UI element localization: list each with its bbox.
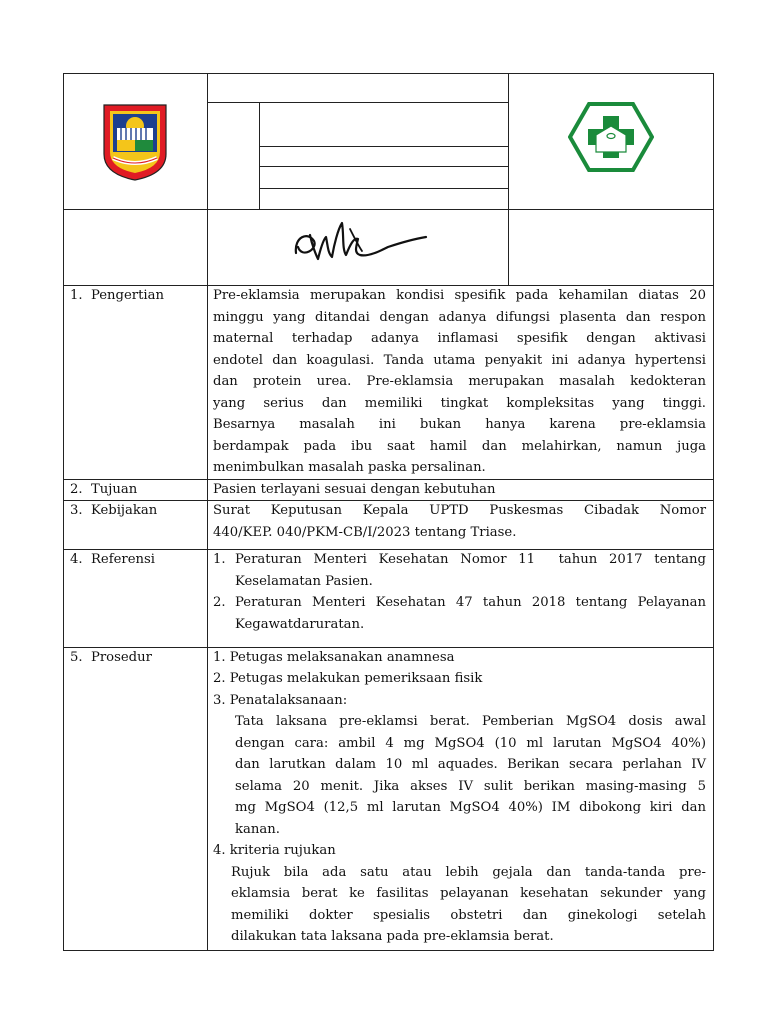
section-label-referensi: 4. Referensi (70, 552, 155, 567)
header-divider (259, 166, 508, 167)
referensi-item-line: Kegawatdaruratan. (235, 617, 365, 632)
prosedur-step3-line: mg MgSO4 (12,5 ml larutan MgSO4 40%) IM dibokong kiri dan (235, 800, 706, 815)
pengertian-line: endotel dan koagulasi. Tanda utama penyakit ini adanya hypertensi (213, 353, 706, 368)
prosedur-step3-line: dan larutkan dalam 10 ml aquades. Berikan secara perlahan IV (235, 757, 706, 772)
header-divider (259, 188, 508, 189)
prosedur-step: 4. kriteria rujukan (213, 843, 336, 858)
section-label-kebijakan: 3. Kebijakan (70, 503, 158, 518)
prosedur-step4-line: dilakukan tata laksana pada pre-eklamsia berat. (231, 929, 554, 944)
referensi-item-line: Peraturan Menteri Kesehatan Nomor 11 tahun 2017 tentang (235, 552, 706, 567)
header-divider (508, 73, 509, 285)
prosedur-step4-line: memiliki dokter spesialis obstetri dan ginekologi setelah (231, 908, 706, 923)
section-label-prosedur: 5. Prosedur (70, 650, 152, 665)
prosedur-step: 2. Petugas melakukan pemeriksaan fisik (213, 671, 483, 686)
header-divider (259, 146, 508, 147)
pengertian-line: Besarnya masalah ini bukan hanya karena pre-eklamsia (213, 417, 706, 432)
prosedur-step3-line: selama 20 menit. Jika akses IV sulit berikan masing-masing 5 (235, 779, 706, 794)
tujuan-text: Pasien terlayani sesuai dengan kebutuhan (213, 482, 496, 497)
column-divider (207, 285, 208, 951)
puskesmas-cross-icon (568, 102, 654, 172)
regency-emblem-icon (101, 102, 169, 182)
signature-icon (288, 215, 433, 270)
pengertian-line: yang serius dan memiliki tingkat kompleksitas yang tinggi. (213, 396, 706, 411)
referensi-item-line: Peraturan Menteri Kesehatan 47 tahun 2018 tentang Pelayanan (235, 595, 706, 610)
section-label-tujuan: 2. Tujuan (70, 482, 138, 497)
pengertian-line: menimbulkan masalah paska persalinan. (213, 460, 486, 475)
prosedur-step3-line: dengan cara: ambil 4 mg MgSO4 (10 ml larutan MgSO4 40%) (235, 736, 706, 751)
pengertian-line: Pre-eklamsia merupakan kondisi spesifik pada kehamilan diatas 20 (213, 288, 706, 303)
referensi-item-line: Keselamatan Pasien. (235, 574, 373, 589)
header-divider (207, 102, 508, 103)
header-divider (259, 102, 260, 209)
prosedur-step3-line: Tata laksana pre-eklamsi berat. Pemberian MgSO4 dosis awal (235, 714, 706, 729)
prosedur-step4-line: eklamsia berat ke fasilitas pelayanan kesehatan sekunder yang (231, 886, 706, 901)
kebijakan-line: 440/KEP. 040/PKM-CB/I/2023 tentang Triase. (213, 525, 517, 540)
section-label-pengertian: 1. Pengertian (70, 288, 164, 303)
pengertian-line: dan protein urea. Pre-eklamsia merupakan masalah kedokteran (213, 374, 706, 389)
referensi-item-number: 2. (213, 595, 226, 610)
header-divider (63, 209, 714, 210)
pengertian-line: minggu yang ditandai dengan adanya difungsi plasenta dan respon (213, 310, 706, 325)
prosedur-step: 1. Petugas melaksanakan anamnesa (213, 650, 455, 665)
header-divider (207, 73, 208, 285)
kebijakan-line: Surat Keputusan Kepala UPTD Puskesmas Cibadak Nomor (213, 503, 706, 518)
prosedur-step: 3. Penatalaksanaan: (213, 693, 348, 708)
pengertian-line: berdampak pada ibu saat hamil dan melahirkan, namun juga (213, 439, 706, 454)
prosedur-step3-line: kanan. (235, 822, 280, 837)
referensi-item-number: 1. (213, 552, 226, 567)
pengertian-line: maternal terhadap adanya inflamasi spesifik dengan aktivasi (213, 331, 706, 346)
prosedur-step4-line: Rujuk bila ada satu atau lebih gejala dan tanda-tanda pre- (231, 865, 706, 880)
